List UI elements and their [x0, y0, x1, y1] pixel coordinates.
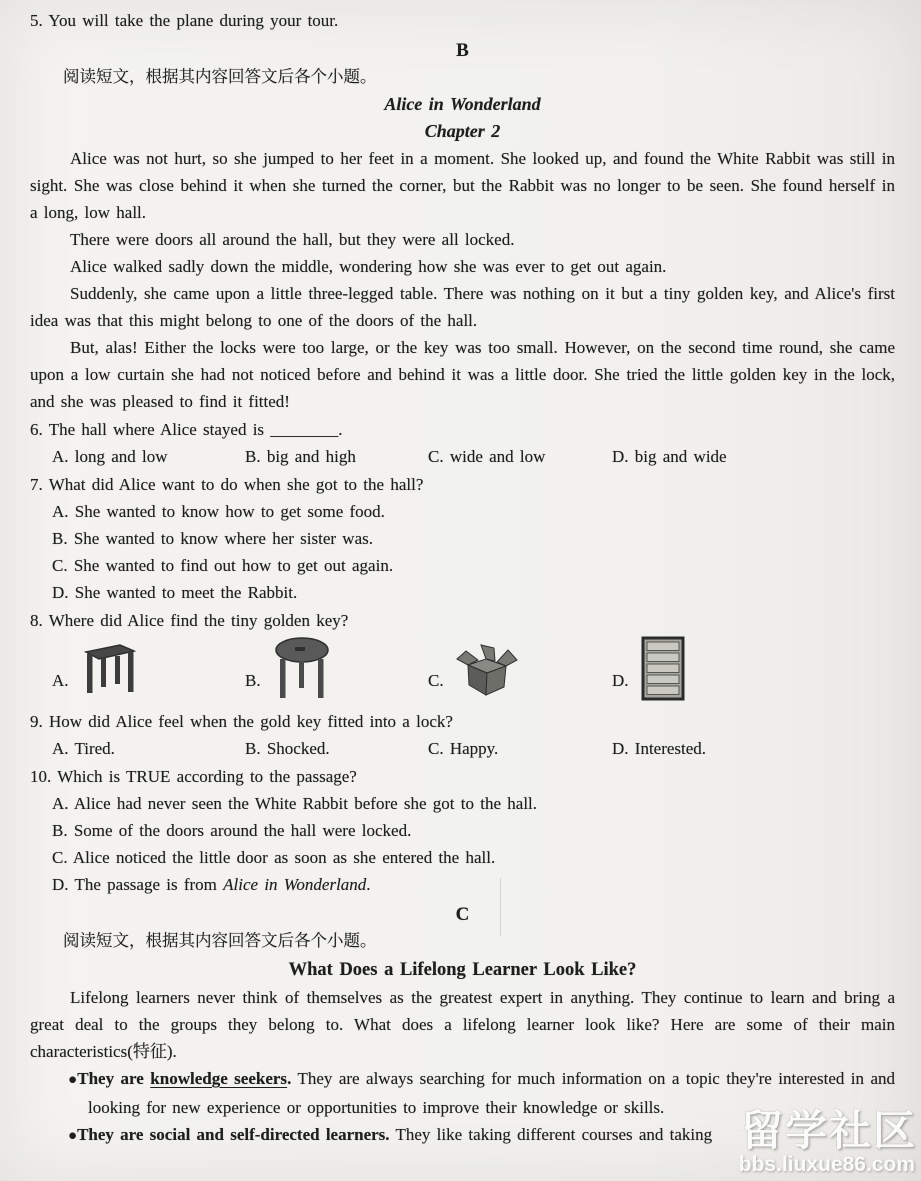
section-c-header: C — [455, 904, 470, 925]
q8-option-a — [52, 638, 245, 708]
bullet-icon: ● — [68, 1128, 78, 1144]
q10-option-d-suffix: . — [366, 875, 371, 894]
q10-option-a: A. Alice had never seen the White Rabbit before she got to the hall. — [52, 794, 538, 813]
q9-option-c: C. Happy. — [428, 739, 499, 758]
q9-option-b: B. Shocked. — [245, 739, 330, 758]
passage-paragraph: But, alas! Either the locks were too large, or the key was too small. However, on the second time round, she came upon a low curtain she had not noticed before and behind it was a little door. She tried the little golden key in the lock, and she was pleased to find it fitted! — [30, 338, 895, 411]
open-cardboard-box-icon — [454, 639, 520, 707]
question-9-options — [52, 735, 895, 762]
bullet-2-bold-lead: They are social and self-directed learners. — [77, 1125, 390, 1144]
section-c-instruction: 阅读短文，根据其内容回答文后各个小题。 — [63, 932, 377, 950]
q6-option-a: A. long and low — [52, 447, 168, 466]
four-legged-table-icon — [79, 638, 139, 708]
q10-option-c: C. Alice noticed the little door as soon as she entered the hall. — [52, 848, 496, 867]
passage-c-intro: Lifelong learners never think of themselves as the greatest expert in anything. They continue to learn and bring a great deal to the groups they belong to. What does a lifelong learner look like? Here are some of their main characteristics(特征). — [30, 988, 895, 1061]
bullet-2-text: They like taking different courses and taking — [389, 1125, 713, 1144]
bullet-1-text: They are always searching for much information on a topic they're interested in and looking for new experience or opportunities to improve their knowledge or skills. — [88, 1069, 896, 1117]
passage-paragraph: Suddenly, she came upon a little three-legged table. There was nothing on it but a tiny golden key, and Alice's first idea was that this might belong to one of the doors of the hall. — [30, 284, 895, 330]
q7-option-b: B. She wanted to know where her sister was. — [52, 529, 373, 548]
q7-option-d: D. She wanted to meet the Rabbit. — [52, 583, 298, 602]
q8-option-c-label: C. — [428, 670, 444, 690]
question-6-options — [52, 443, 895, 470]
watermark-site-url: bbs.liuxue86.com — [738, 1153, 915, 1176]
question-6: 6. The hall where Alice stayed is ________. — [30, 420, 343, 439]
q9-option-a: A. Tired. — [52, 739, 115, 758]
q10-option-b: B. Some of the doors around the hall were locked. — [52, 821, 412, 840]
q8-option-d-label: D. — [612, 670, 629, 690]
passage-paragraph: There were doors all around the hall, but they were all locked. — [70, 230, 515, 249]
q10-option-d — [52, 871, 895, 898]
passage-paragraph: Alice walked sadly down the middle, wondering how she was ever to get out again. — [70, 257, 667, 276]
bullet-social-learners — [30, 1121, 895, 1150]
q8-option-a-label: A. — [52, 670, 69, 690]
question-8-image-options — [52, 636, 895, 706]
scan-fold-artifact — [500, 878, 501, 936]
section-b-instruction: 阅读短文，根据其内容回答文后各个小题。 — [63, 68, 377, 86]
q8-option-c — [428, 639, 612, 707]
question-8: 8. Where did Alice find the tiny golden key? — [30, 611, 349, 630]
passage-b-subtitle: Chapter 2 — [424, 121, 501, 141]
question-9: 9. How did Alice feel when the gold key fitted into a lock? — [30, 712, 453, 731]
q6-option-d: D. big and wide — [612, 447, 727, 466]
chest-of-drawers-icon — [639, 636, 689, 710]
q10-option-d-book-title: Alice in Wonderland — [223, 875, 367, 894]
question-7: 7. What did Alice want to do when she got to the hall? — [30, 475, 424, 494]
bullet-1-bold-tail: . — [287, 1069, 292, 1088]
q8-option-d — [612, 636, 895, 710]
q8-option-b — [245, 636, 428, 710]
section-b-header: B — [456, 40, 469, 61]
watermark-site-name: 留学社区 — [740, 1107, 917, 1154]
passage-paragraph: Alice was not hurt, so she jumped to her feet in a moment. She looked up, and found the White Rabbit was still in sight. She was close behind it when she turned the corner, but the Rabbit was no longer to be seen. She found herself in a long, low hall. — [30, 149, 895, 222]
passage-c-title: What Does a Lifelong Learner Look Like? — [288, 960, 637, 980]
q8-option-b-label: B. — [245, 670, 261, 690]
q6-option-b: B. big and high — [245, 447, 356, 466]
question-10: 10. Which is TRUE according to the passage? — [30, 767, 357, 786]
passage-b-title: Alice in Wonderland — [384, 94, 541, 114]
round-three-legged-table-icon — [271, 636, 333, 710]
bullet-1-underlined: knowledge seekers — [150, 1069, 288, 1088]
bullet-icon: ● — [68, 1072, 78, 1088]
q10-option-d-prefix: D. The passage is from — [52, 875, 224, 894]
bullet-knowledge-seekers — [30, 1065, 895, 1121]
bullet-1-bold-lead: They are — [77, 1069, 151, 1088]
q7-option-c: C. She wanted to find out how to get out again. — [52, 556, 394, 575]
q9-option-d: D. Interested. — [612, 739, 707, 758]
item-5-text: 5. You will take the plane during your tour. — [30, 11, 339, 30]
q7-option-a: A. She wanted to know how to get some food. — [52, 502, 385, 521]
q6-option-c: C. wide and low — [428, 447, 546, 466]
